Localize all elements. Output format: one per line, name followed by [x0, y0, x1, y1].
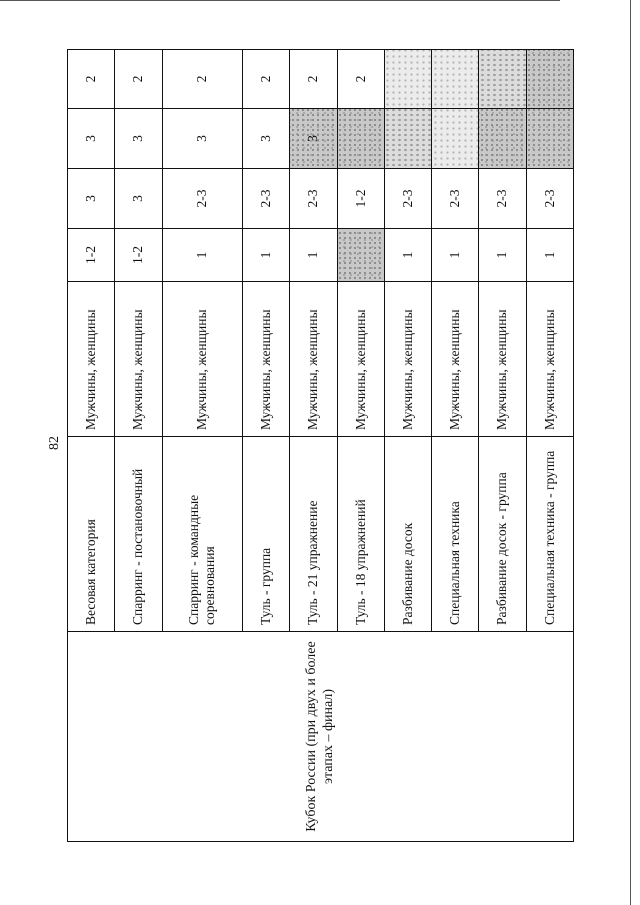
place-cell: 2-3	[162, 169, 242, 229]
place-cell: 3	[242, 109, 289, 169]
place-cell: 1	[290, 229, 337, 282]
gender-cell: Мужчины, женщины	[290, 282, 337, 437]
place-cell-shaded: 3	[290, 109, 337, 169]
discipline-cell: Разбивание досок	[384, 437, 431, 632]
place-cell: 1	[479, 229, 526, 282]
place-cell: 2	[337, 50, 384, 109]
table-row	[68, 50, 115, 842]
discipline-cell: Спарринг - постановочный	[115, 437, 162, 632]
place-cell-shaded	[526, 109, 573, 169]
gender-cell: Мужчины, женщины	[337, 282, 384, 437]
place-cell: 1-2	[115, 229, 162, 282]
gender-cell: Мужчины, женщины	[479, 282, 526, 437]
place-cell: 2-3	[290, 169, 337, 229]
place-cell: 3	[68, 169, 115, 229]
place-cell-shaded	[432, 50, 479, 109]
place-cell-shaded	[479, 50, 526, 109]
place-cell: 2	[242, 50, 289, 109]
place-cell: 3	[115, 109, 162, 169]
place-cell: 1	[384, 229, 431, 282]
place-cell: 1-2	[68, 229, 115, 282]
discipline-cell: Весовая категория	[68, 437, 115, 632]
page-number: 82	[47, 436, 62, 450]
place-cell: 2-3	[242, 169, 289, 229]
place-cell-shaded	[337, 109, 384, 169]
place-cell-shaded	[337, 229, 384, 282]
place-cell: 2	[290, 50, 337, 109]
place-cell-shaded	[432, 109, 479, 169]
place-cell: 3	[115, 169, 162, 229]
discipline-cell: Специальная техника - группа	[526, 437, 573, 632]
place-cell: 1-2	[337, 169, 384, 229]
place-cell: 1	[432, 229, 479, 282]
discipline-cell: Туль - группа	[242, 437, 289, 632]
place-cell-shaded	[526, 50, 573, 109]
gender-cell: Мужчины, женщины	[526, 282, 573, 437]
results-table	[67, 49, 574, 842]
results-table-rotated	[67, 50, 574, 842]
place-cell-shaded	[479, 109, 526, 169]
gender-cell: Мужчины, женщины	[115, 282, 162, 437]
gender-cell: Мужчины, женщины	[432, 282, 479, 437]
gender-cell: Мужчины, женщины	[162, 282, 242, 437]
place-cell-shaded	[384, 50, 431, 109]
discipline-cell: Специальная техника	[432, 437, 479, 632]
place-cell: 1	[526, 229, 573, 282]
place-cell: 2	[115, 50, 162, 109]
discipline-cell: Спарринг - командные соревнования	[162, 437, 242, 632]
gender-cell: Мужчины, женщины	[242, 282, 289, 437]
gender-cell: Мужчины, женщины	[384, 282, 431, 437]
gender-cell: Мужчины, женщины	[68, 282, 115, 437]
discipline-cell: Разбивание досок - группа	[479, 437, 526, 632]
group-cell: Кубок России (при двух и более этапах – финал)	[68, 632, 574, 842]
place-cell: 2-3	[384, 169, 431, 229]
place-cell: 2-3	[479, 169, 526, 229]
place-cell: 1	[242, 229, 289, 282]
right-edge-line	[630, 0, 631, 905]
place-cell: 2	[162, 50, 242, 109]
place-cell: 2-3	[526, 169, 573, 229]
place-cell-shaded	[384, 109, 431, 169]
top-edge-line	[0, 0, 560, 1]
discipline-cell: Туль - 18 упражнений	[337, 437, 384, 632]
place-cell: 3	[68, 109, 115, 169]
place-cell: 3	[162, 109, 242, 169]
place-cell: 2-3	[432, 169, 479, 229]
place-cell: 2	[68, 50, 115, 109]
discipline-cell: Туль - 21 упражнение	[290, 437, 337, 632]
place-cell: 1	[162, 229, 242, 282]
